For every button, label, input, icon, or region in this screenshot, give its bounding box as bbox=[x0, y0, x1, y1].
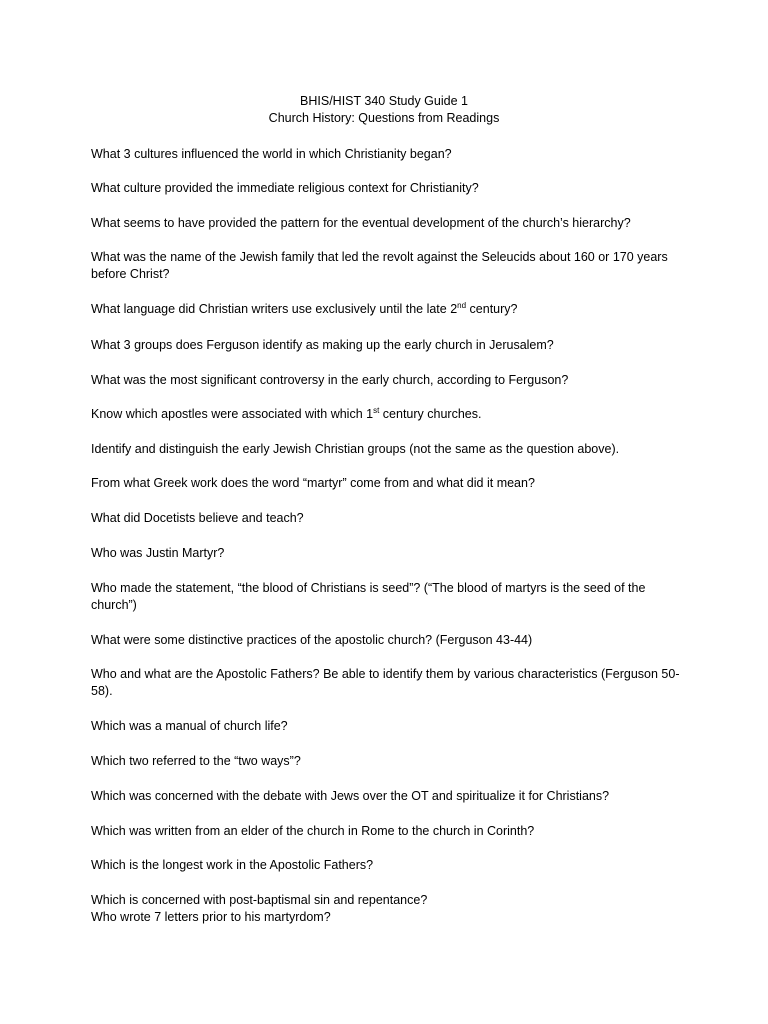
question-5-superscript: nd bbox=[457, 300, 467, 310]
question-7: What was the most significant controversy in the early church, according to Ferguson? bbox=[91, 373, 569, 387]
document-subtitle: Church History: Questions from Readings bbox=[268, 111, 500, 125]
question-22: Who wrote 7 letters prior to his martyrdom? bbox=[91, 910, 331, 924]
question-20: Which is the longest work in the Apostolic Fathers? bbox=[91, 858, 374, 872]
question-19: Which was written from an elder of the church in Rome to the church in Corinth? bbox=[91, 824, 535, 838]
course-title: BHIS/HIST 340 Study Guide 1 bbox=[300, 94, 468, 108]
question-8-superscript: st bbox=[373, 405, 380, 415]
question-14: What were some distinctive practices of the apostolic church? (Ferguson 43-44) bbox=[91, 633, 533, 647]
question-1: What 3 cultures influenced the world in which Christianity began? bbox=[91, 147, 452, 161]
question-4: What was the name of the Jewish family that led the revolt against the Seleucids about 160 or 170 years before Christ? bbox=[91, 250, 668, 281]
question-3: What seems to have provided the pattern for the eventual development of the church’s hierarchy? bbox=[91, 216, 631, 230]
question-12: Who was Justin Martyr? bbox=[91, 546, 225, 560]
question-15: Who and what are the Apostolic Fathers? Be able to identify them by various characteristics (Ferguson 50-58). bbox=[91, 667, 680, 698]
question-13: Who made the statement, “the blood of Christians is seed”? (“The blood of martyrs is the seed of the church”) bbox=[91, 581, 646, 612]
question-21: Which is concerned with post-baptismal sin and repentance? bbox=[91, 893, 428, 907]
question-18: Which was concerned with the debate with Jews over the OT and spiritualize it for Christians? bbox=[91, 789, 610, 803]
question-5-text-end: century? bbox=[466, 302, 518, 316]
question-8-text: Know which apostles were associated with which 1 bbox=[91, 407, 374, 421]
question-5 bbox=[91, 301, 691, 318]
question-10: From what Greek work does the word “martyr” come from and what did it mean? bbox=[91, 476, 535, 490]
question-5-text: What language did Christian writers use exclusively until the late 2 bbox=[91, 302, 458, 316]
question-11: What did Docetists believe and teach? bbox=[91, 511, 304, 525]
question-8-text-end: century churches. bbox=[379, 407, 482, 421]
question-9: Identify and distinguish the early Jewish Christian groups (not the same as the question above). bbox=[91, 442, 620, 456]
question-2: What culture provided the immediate religious context for Christianity? bbox=[91, 181, 479, 195]
question-8 bbox=[91, 406, 691, 423]
question-6: What 3 groups does Ferguson identify as making up the early church in Jerusalem? bbox=[91, 338, 554, 352]
question-17: Which two referred to the “two ways”? bbox=[91, 754, 301, 768]
question-16: Which was a manual of church life? bbox=[91, 719, 288, 733]
document-header bbox=[0, 93, 768, 127]
